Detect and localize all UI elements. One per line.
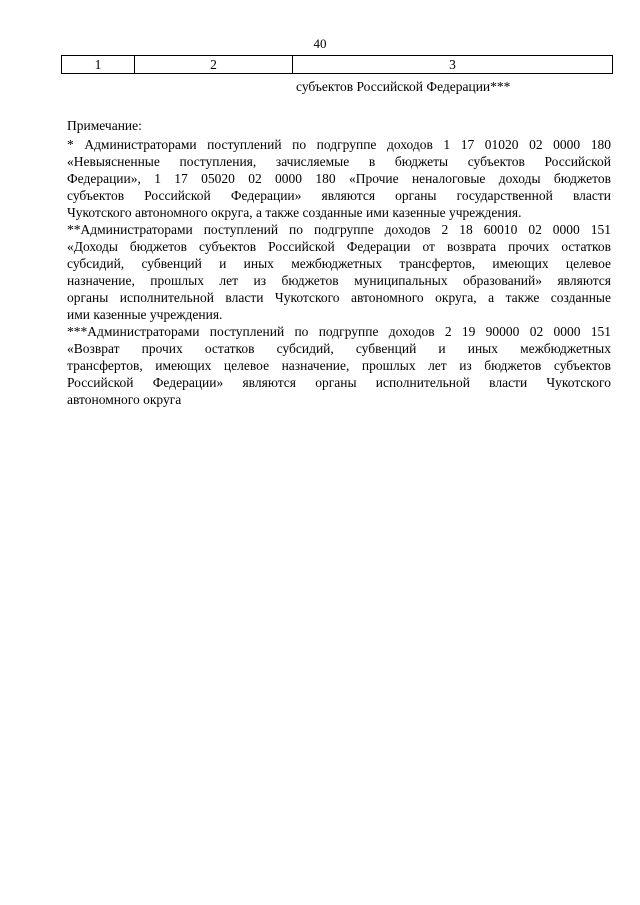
table-row <box>62 56 613 74</box>
note-line: органы исполнительной власти Чукотского автономного округа, а также созданные <box>67 290 611 305</box>
note-paragraph-1 <box>67 136 611 221</box>
table-cell-col-2: 2 <box>135 56 293 74</box>
note-paragraph-2 <box>67 221 611 323</box>
note-line: Чукотского автономного округа, а также созданные ими казенные учреждения. <box>67 205 522 220</box>
page-number: 40 <box>313 36 327 51</box>
table-continuation-text: субъектов Российской Федерации*** <box>296 79 511 94</box>
note-paragraph-3 <box>67 323 611 408</box>
note-line: «Доходы бюджетов субъектов Российской Федерации от возврата прочих остатков <box>67 239 611 254</box>
note-line: трансфертов, имеющих целевое назначение, прошлых лет из бюджетов субъектов <box>67 358 611 373</box>
note-line: **Администраторами поступлений по подгруппе доходов 2 18 60010 02 0000 151 <box>67 222 611 237</box>
note-line: назначение, прошлых лет из бюджетов муниципальных образований» являются <box>67 273 611 288</box>
notes-body <box>67 136 611 408</box>
table-cell-col-1: 1 <box>62 56 135 74</box>
note-line: «Невыясненные поступления, зачисляемые в бюджеты субъектов Российской <box>67 154 611 169</box>
note-line: ими казенные учреждения. <box>67 307 223 322</box>
column-number-table <box>61 55 613 74</box>
note-line: Федерации», 1 17 05020 02 0000 180 «Прочие неналоговые доходы бюджетов <box>67 171 611 186</box>
note-line: «Возврат прочих остатков субсидий, субвенций и иных межбюджетных <box>67 341 611 356</box>
table-cell-col-3: 3 <box>293 56 613 74</box>
note-line: субсидий, субвенций и иных межбюджетных трансфертов, имеющих целевое <box>67 256 611 271</box>
note-line: субъектов Российской Федерации» являются органы государственной власти <box>67 188 611 203</box>
note-line: * Администраторами поступлений по подгруппе доходов 1 17 01020 02 0000 180 <box>67 137 611 152</box>
note-line: ***Администраторами поступлений по подгруппе доходов 2 19 90000 02 0000 151 <box>67 324 611 339</box>
note-line: автономного округа <box>67 392 182 407</box>
note-title: Примечание: <box>67 118 142 133</box>
note-line: Российской Федерации» являются органы исполнительной власти Чукотского <box>67 375 611 390</box>
